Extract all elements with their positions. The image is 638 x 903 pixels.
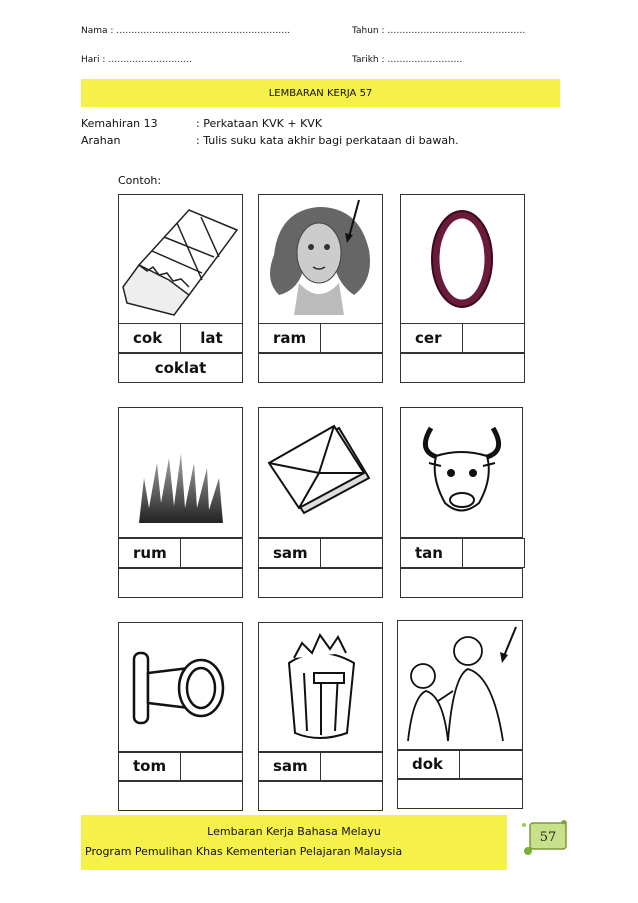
syllable-second[interactable]: lat bbox=[181, 323, 243, 353]
worksheet-title: LEMBARAN KERJA 57 bbox=[268, 87, 373, 99]
syllable-row-9 bbox=[397, 749, 523, 779]
tahun-field: Tahun : ………………………………………. bbox=[352, 26, 526, 36]
picture-card-envelope bbox=[258, 407, 383, 538]
syllable-second[interactable] bbox=[181, 751, 243, 781]
picture-card-doctor bbox=[397, 620, 523, 751]
answer-box-9[interactable] bbox=[397, 779, 523, 809]
nama-field: Nama : …………………………………………………. bbox=[81, 26, 291, 36]
syllable-row-4 bbox=[118, 538, 243, 568]
kemahiran-label: Kemahiran 13 bbox=[81, 117, 158, 130]
answer-box-7[interactable] bbox=[118, 781, 243, 811]
footer-banner bbox=[81, 815, 507, 870]
syllable-first: rum bbox=[118, 538, 181, 568]
picture-card-trash bbox=[258, 622, 383, 753]
syllable-second[interactable] bbox=[321, 323, 383, 353]
picture-card-woman bbox=[258, 194, 383, 324]
picture-card-bull bbox=[400, 407, 523, 538]
syllable-first: tom bbox=[118, 751, 181, 781]
syllable-second[interactable] bbox=[460, 749, 523, 779]
arahan-label: Arahan bbox=[81, 134, 121, 147]
footer-line-1: Lembaran Kerja Bahasa Melayu bbox=[207, 825, 381, 838]
answer-box-3[interactable] bbox=[400, 353, 525, 383]
door-knob-icon bbox=[119, 623, 242, 752]
worksheet-title-banner bbox=[81, 79, 560, 107]
footer-line-2: Program Pemulihan Khas Kementerian Pelajaran Malaysia bbox=[85, 845, 403, 858]
syllable-first: cok bbox=[118, 323, 181, 353]
syllable-row-3 bbox=[400, 323, 525, 353]
answer-box-2[interactable] bbox=[258, 353, 383, 383]
picture-card-doorknob bbox=[118, 622, 243, 753]
syllable-second[interactable] bbox=[463, 538, 525, 568]
answer-box-6[interactable] bbox=[400, 568, 523, 598]
page-number-badge bbox=[520, 815, 572, 859]
answer-box-5[interactable] bbox=[258, 568, 383, 598]
syllable-row-2 bbox=[258, 323, 383, 353]
woman-hair-icon bbox=[259, 195, 382, 323]
syllable-row-6 bbox=[400, 538, 525, 568]
hari-field: Hari : ………………………. bbox=[81, 55, 193, 65]
page-number: 57 bbox=[539, 830, 557, 845]
answer-box-8[interactable] bbox=[258, 781, 383, 811]
syllable-second[interactable] bbox=[321, 751, 383, 781]
syllable-first: sam bbox=[258, 751, 321, 781]
syllable-first: sam bbox=[258, 538, 321, 568]
syllable-second[interactable] bbox=[463, 323, 525, 353]
answer-box-1[interactable]: coklat bbox=[118, 353, 243, 383]
chocolate-bar-icon bbox=[119, 195, 242, 323]
picture-card-chocolate bbox=[118, 194, 243, 324]
syllable-first: cer bbox=[400, 323, 463, 353]
tarikh-field: Tarikh : ……………………. bbox=[352, 55, 463, 65]
syllable-second[interactable] bbox=[321, 538, 383, 568]
contoh-label: Contoh: bbox=[118, 174, 162, 187]
syllable-row-5 bbox=[258, 538, 383, 568]
syllable-row-8 bbox=[258, 751, 383, 781]
doctor-patient-icon bbox=[398, 621, 522, 750]
picture-card-mirror bbox=[400, 194, 525, 324]
arahan-value: : Tulis suku kata akhir bagi perkataan di bawah. bbox=[196, 134, 459, 147]
syllable-row-7 bbox=[118, 751, 243, 781]
syllable-first: tan bbox=[400, 538, 463, 568]
syllable-first: dok bbox=[397, 749, 460, 779]
envelope-icon bbox=[259, 408, 382, 537]
picture-card-grass bbox=[118, 407, 243, 538]
kemahiran-value: : Perkataan KVK + KVK bbox=[196, 117, 323, 130]
bull-head-icon bbox=[401, 408, 522, 537]
syllable-row-1 bbox=[118, 323, 243, 353]
syllable-first: ram bbox=[258, 323, 321, 353]
grass-icon bbox=[119, 408, 242, 537]
mirror-icon bbox=[401, 195, 524, 323]
syllable-second[interactable] bbox=[181, 538, 243, 568]
answer-box-4[interactable] bbox=[118, 568, 243, 598]
trash-bin-icon bbox=[259, 623, 382, 752]
